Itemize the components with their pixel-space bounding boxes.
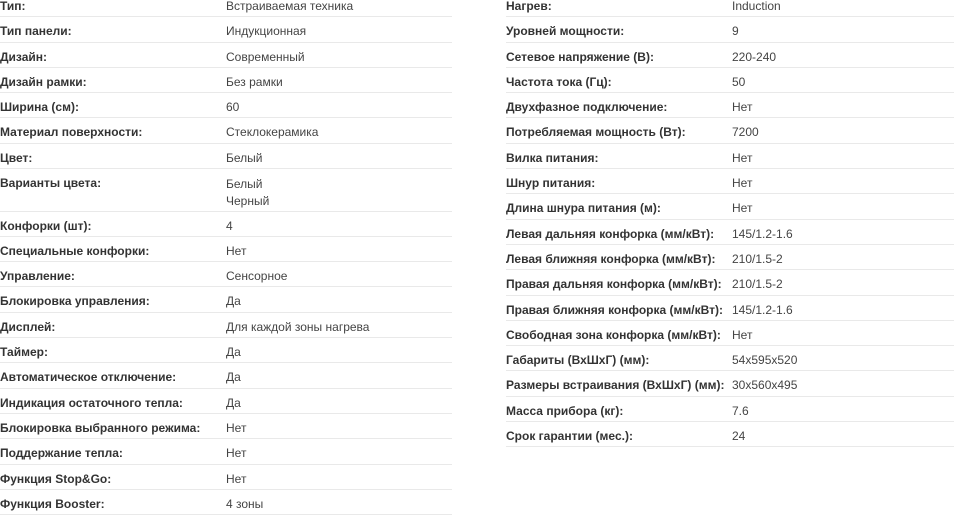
spec-row bbox=[506, 0, 954, 17]
spec-label: Поддержание тепла: bbox=[0, 446, 123, 461]
spec-label: Шнур питания: bbox=[506, 176, 596, 191]
spec-value: Нет bbox=[732, 150, 753, 165]
spec-table-left bbox=[0, 0, 452, 515]
spec-label: Таймер: bbox=[0, 345, 48, 360]
spec-label: Индикация остаточного тепла: bbox=[0, 395, 183, 410]
spec-label: Функция Stop&Go: bbox=[0, 471, 112, 486]
spec-value: 60 bbox=[226, 100, 240, 115]
spec-value: Индукционная bbox=[226, 24, 307, 39]
spec-row bbox=[0, 490, 452, 515]
spec-value: 145/1.2-1.6 bbox=[732, 226, 793, 241]
spec-label: Размеры встраивания (ВхШхГ) (мм): bbox=[506, 378, 725, 393]
spec-label: Левая дальняя конфорка (мм/кВт): bbox=[506, 226, 715, 241]
spec-value: 9 bbox=[732, 24, 739, 39]
spec-value: Сенсорное bbox=[226, 269, 288, 284]
spec-value: 4 bbox=[226, 218, 233, 233]
spec-value: 220-240 bbox=[732, 49, 777, 64]
spec-label: Свободная зона конфорка (мм/кВт): bbox=[506, 327, 721, 342]
spec-label: Варианты цвета: bbox=[0, 176, 102, 191]
spec-value-line: Белый bbox=[226, 177, 263, 192]
spec-value: Да bbox=[226, 294, 241, 309]
spec-value: 54x595x520 bbox=[732, 353, 798, 368]
spec-row bbox=[0, 169, 452, 212]
spec-label: Блокировка выбранного режима: bbox=[0, 420, 201, 435]
spec-label: Дисплей: bbox=[0, 319, 56, 334]
spec-value: Да bbox=[226, 370, 241, 385]
spec-row bbox=[0, 439, 452, 464]
spec-row bbox=[506, 422, 954, 447]
spec-label: Габариты (ВхШхГ) (мм): bbox=[506, 353, 650, 368]
spec-value: 30x560x495 bbox=[732, 378, 798, 393]
spec-value: Современный bbox=[226, 49, 305, 64]
spec-label: Срок гарантии (мес.): bbox=[506, 429, 633, 444]
spec-row bbox=[506, 245, 954, 270]
spec-label: Материал поверхности: bbox=[0, 125, 143, 140]
spec-row bbox=[506, 43, 954, 68]
spec-row bbox=[506, 194, 954, 219]
spec-label: Специальные конфорки: bbox=[0, 243, 150, 258]
spec-label: Тип панели: bbox=[0, 24, 72, 39]
spec-row bbox=[506, 169, 954, 194]
spec-row bbox=[506, 118, 954, 143]
spec-value: 210/1.5-2 bbox=[732, 251, 783, 266]
spec-row bbox=[0, 93, 452, 118]
spec-value: Нет bbox=[732, 176, 753, 191]
spec-label: Правая ближняя конфорка (мм/кВт): bbox=[506, 302, 723, 317]
spec-label: Блокировка управления: bbox=[0, 294, 150, 309]
spec-value: Для каждой зоны нагрева bbox=[226, 319, 370, 334]
spec-label: Ширина (см): bbox=[0, 100, 79, 115]
spec-row bbox=[0, 17, 452, 42]
spec-value: Да bbox=[226, 395, 241, 410]
spec-value: Да bbox=[226, 345, 241, 360]
spec-label: Уровней мощности: bbox=[506, 24, 625, 39]
spec-row bbox=[506, 68, 954, 93]
spec-value: 4 зоны bbox=[226, 496, 264, 511]
spec-label: Частота тока (Гц): bbox=[506, 74, 612, 89]
spec-label: Масса прибора (кг): bbox=[506, 403, 624, 418]
spec-row bbox=[0, 389, 452, 414]
spec-label: Левая ближняя конфорка (мм/кВт): bbox=[506, 251, 716, 266]
spec-row bbox=[506, 321, 954, 346]
spec-row bbox=[506, 17, 954, 42]
spec-row bbox=[0, 68, 452, 93]
spec-value: Нет bbox=[226, 446, 247, 461]
spec-row bbox=[0, 43, 452, 68]
spec-value bbox=[226, 176, 269, 210]
spec-value: 7200 bbox=[732, 125, 759, 140]
spec-row bbox=[0, 0, 452, 17]
spec-row bbox=[506, 144, 954, 169]
spec-row bbox=[0, 465, 452, 490]
spec-row bbox=[506, 270, 954, 295]
spec-value: 24 bbox=[732, 429, 746, 444]
spec-row bbox=[0, 144, 452, 169]
spec-row bbox=[506, 371, 954, 396]
spec-label: Автоматическое отключение: bbox=[0, 370, 177, 385]
spec-row bbox=[0, 313, 452, 338]
spec-value: Без рамки bbox=[226, 74, 283, 89]
spec-value: 7.6 bbox=[732, 403, 749, 418]
spec-value: Нет bbox=[732, 100, 753, 115]
spec-value: Встраиваемая техника bbox=[226, 0, 354, 13]
spec-row bbox=[0, 338, 452, 363]
spec-label: Сетевое напряжение (В): bbox=[506, 49, 654, 64]
spec-label: Двухфазное подключение: bbox=[506, 100, 668, 115]
spec-row bbox=[0, 414, 452, 439]
spec-value-line: Черный bbox=[226, 194, 270, 209]
spec-label: Нагрев: bbox=[506, 0, 552, 13]
spec-row bbox=[506, 93, 954, 118]
spec-value: Нет bbox=[226, 471, 247, 486]
spec-value: Стеклокерамика bbox=[226, 125, 319, 140]
spec-label: Дизайн рамки: bbox=[0, 74, 87, 89]
spec-row bbox=[0, 287, 452, 312]
spec-label: Тип: bbox=[0, 0, 26, 13]
spec-value: Нет bbox=[226, 420, 247, 435]
spec-row bbox=[506, 346, 954, 371]
spec-label: Дизайн: bbox=[0, 49, 48, 64]
spec-label: Управление: bbox=[0, 269, 75, 284]
spec-value: 50 bbox=[732, 74, 746, 89]
spec-row bbox=[0, 363, 452, 388]
spec-row bbox=[506, 397, 954, 422]
spec-value: Белый bbox=[226, 150, 263, 165]
spec-value: 145/1.2-1.6 bbox=[732, 302, 793, 317]
spec-value: 210/1.5-2 bbox=[732, 277, 783, 292]
spec-label: Длина шнура питания (м): bbox=[506, 201, 661, 216]
spec-value: Нет bbox=[732, 327, 753, 342]
spec-row bbox=[0, 237, 452, 262]
spec-table-right bbox=[506, 0, 954, 447]
spec-label: Конфорки (шт): bbox=[0, 218, 92, 233]
spec-label: Цвет: bbox=[0, 150, 33, 165]
spec-row bbox=[506, 220, 954, 245]
spec-row bbox=[0, 212, 452, 237]
spec-label: Потребляемая мощность (Вт): bbox=[506, 125, 686, 140]
spec-value: Нет bbox=[732, 201, 753, 216]
spec-label: Функция Booster: bbox=[0, 496, 105, 511]
spec-value: Нет bbox=[226, 243, 247, 258]
spec-label: Вилка питания: bbox=[506, 150, 599, 165]
spec-value: Induction bbox=[732, 0, 781, 13]
spec-label: Правая дальняя конфорка (мм/кВт): bbox=[506, 277, 722, 292]
spec-row bbox=[0, 262, 452, 287]
spec-row bbox=[506, 296, 954, 321]
spec-row bbox=[0, 118, 452, 143]
